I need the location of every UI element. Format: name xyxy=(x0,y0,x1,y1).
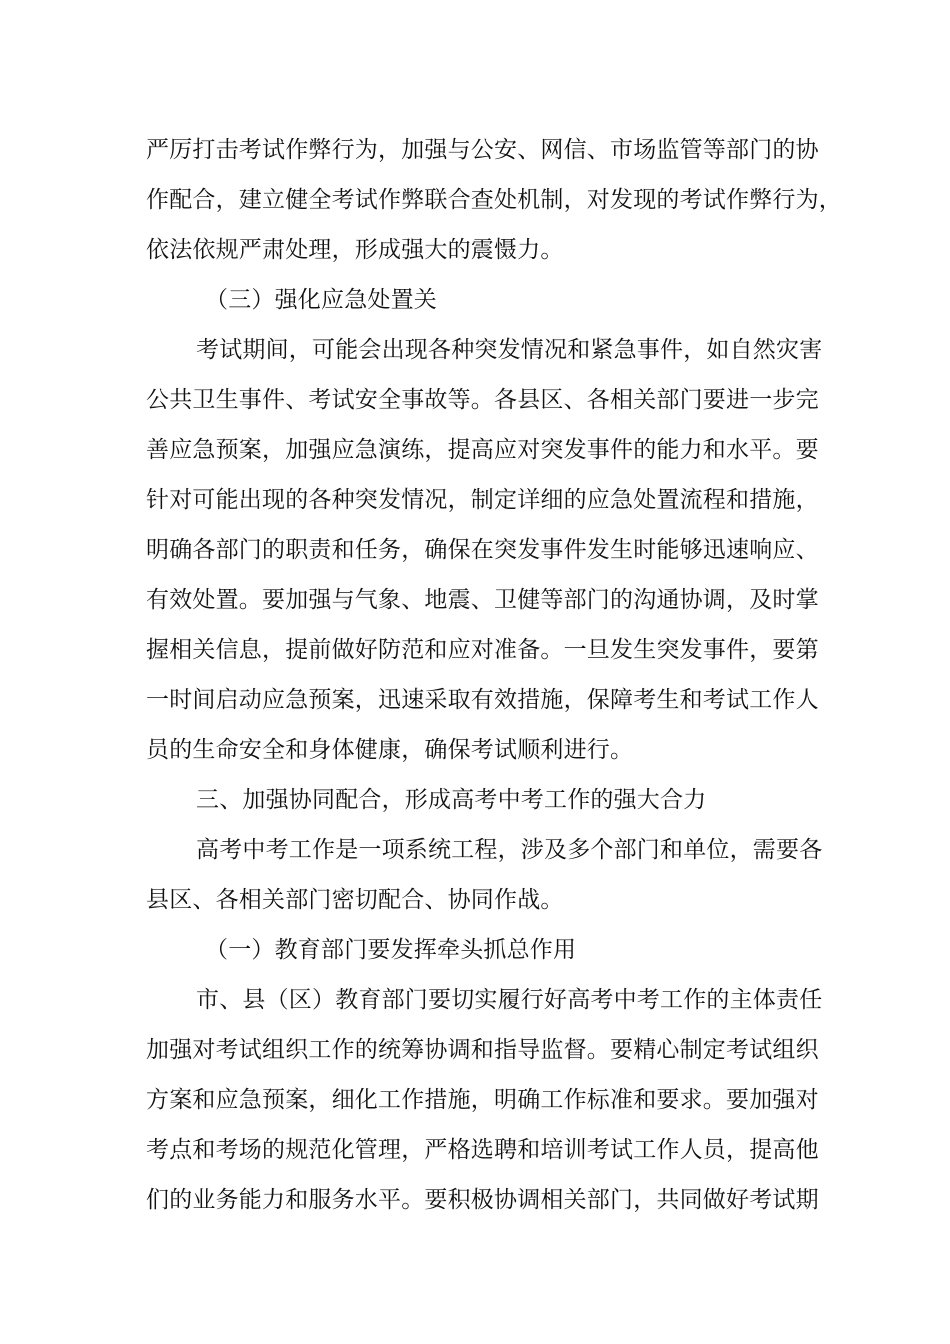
body-text-line: 有效处置。要加强与气象、地震、卫健等部门的沟通协调，及时掌 xyxy=(146,587,819,613)
body-text-line: 考点和考场的规范化管理，严格选聘和培训考试工作人员，提高他 xyxy=(146,1137,819,1163)
section-heading: （三）强化应急处置关 xyxy=(205,287,437,313)
body-text-line: 方案和应急预案，细化工作措施，明确工作标准和要求。要加强对 xyxy=(146,1087,819,1113)
body-text-line: 明确各部门的职责和任务，确保在突发事件发生时能够迅速响应、 xyxy=(146,537,819,563)
paragraph-first-line: 考试期间，可能会出现各种突发情况和紧急事件，如自然灾害 xyxy=(196,337,823,363)
body-text-line: 县区、各相关部门密切配合、协同作战。 xyxy=(146,887,564,913)
body-text-line: 依法依规严肃处理，形成强大的震慑力。 xyxy=(146,237,564,263)
body-text-line: 公共卫生事件、考试安全事故等。各县区、各相关部门要进一步完 xyxy=(146,387,819,413)
body-text-line: 作配合，建立健全考试作弊联合查处机制，对发现的考试作弊行为， xyxy=(146,187,842,213)
body-text-line: 员的生命安全和身体健康，确保考试顺利进行。 xyxy=(146,737,634,763)
body-text-line: 针对可能出现的各种突发情况，制定详细的应急处置流程和措施， xyxy=(146,487,819,513)
body-text-line: 们的业务能力和服务水平。要积极协调相关部门，共同做好考试期 xyxy=(146,1187,819,1213)
body-text-line: 握相关信息，提前做好防范和应对准备。一旦发生突发事件，要第 xyxy=(146,637,819,663)
body-text-line: 加强对考试组织工作的统筹协调和指导监督。要精心制定考试组织 xyxy=(146,1037,819,1063)
paragraph-first-line: 高考中考工作是一项系统工程，涉及多个部门和单位，需要各 xyxy=(196,837,823,863)
section-heading: 三、加强协同配合，形成高考中考工作的强大合力 xyxy=(196,787,707,813)
body-text-line: 严厉打击考试作弊行为，加强与公安、网信、市场监管等部门的协 xyxy=(146,137,819,163)
section-heading: （一）教育部门要发挥牵头抓总作用 xyxy=(205,937,577,963)
body-text-line: 一时间启动应急预案，迅速采取有效措施，保障考生和考试工作人 xyxy=(146,687,819,713)
body-text-line: 善应急预案，加强应急演练，提高应对突发事件的能力和水平。要 xyxy=(146,437,819,463)
paragraph-first-line: 市、县（区）教育部门要切实履行好高考中考工作的主体责任 xyxy=(196,987,823,1013)
